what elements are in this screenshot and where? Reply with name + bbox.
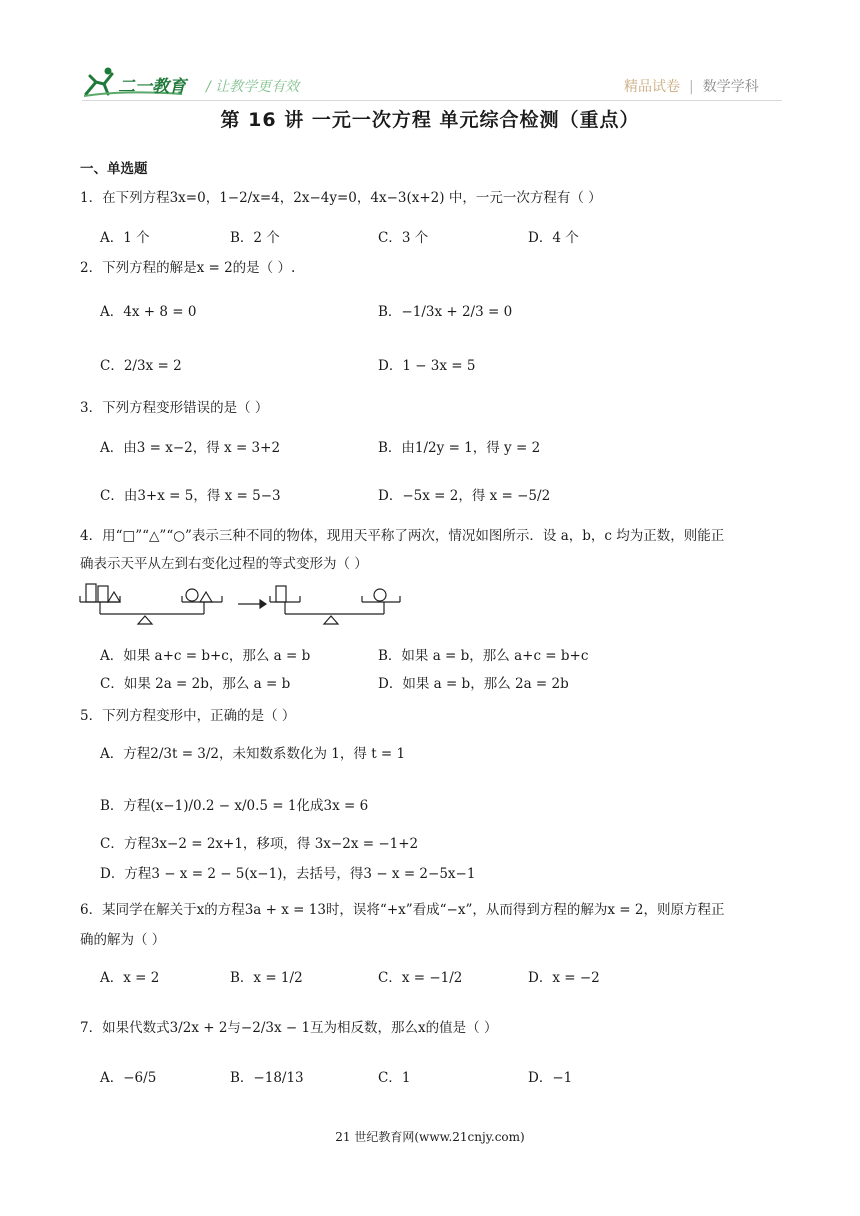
q5-option-a: A．方程2/3t = 3/2，未知数系数化为 1，得 t = 1 xyxy=(100,746,406,762)
q5-option-d: D．方程3 − x = 2 − 5(x−1)，去括号，得3 − x = 2−5x−1 xyxy=(100,866,476,882)
header-divider xyxy=(82,100,782,101)
section-heading: 一、单选题 xyxy=(80,161,148,177)
right-balance xyxy=(270,586,400,624)
q7-option-b: B．−18/13 xyxy=(230,1070,304,1086)
question-2-stem: 2．下列方程的解是x = 2的是（ ）. xyxy=(80,260,296,276)
question-1-stem: 1．在下列方程3x=0，1−2/x=4，2x−4y=0，4x−3(x+2) 中，一元一次方程有（ ） xyxy=(80,190,602,206)
q2-option-d: D．1 − 3x = 5 xyxy=(378,358,476,374)
q4-option-b: B．如果 a = b，那么 a+c = b+c xyxy=(378,648,589,664)
q3-option-c: C．由3+x = 5，得 x = 5−3 xyxy=(100,488,281,504)
q6-option-b: B．x = 1/2 xyxy=(230,970,303,986)
header-subject: 数学学科 xyxy=(702,79,759,95)
q1-option-b: B．2 个 xyxy=(230,230,280,246)
question-7-stem: 7．如果代数式3/2x + 2与−2/3x − 1互为相反数，那么x的值是（ ） xyxy=(80,1020,498,1036)
q2-option-c: C．2/3x = 2 xyxy=(100,358,182,374)
q7-option-d: D．−1 xyxy=(528,1070,573,1086)
q6-option-a: A．x = 2 xyxy=(100,970,160,986)
question-3-stem: 3．下列方程变形错误的是（ ） xyxy=(80,400,269,416)
logo-text: 二一教育 xyxy=(118,77,186,97)
header-right xyxy=(624,76,759,96)
page-footer: 21 世纪教育网(www.21cnjy.com) xyxy=(335,1130,525,1144)
q5-option-c: C．方程3x−2 = 2x+1，移项，得 3x−2x = −1+2 xyxy=(100,836,419,852)
q3-option-b: B．由1/2y = 1，得 y = 2 xyxy=(378,440,541,456)
q1-option-d: D．4 个 xyxy=(528,230,579,246)
q2-option-a: A．4x + 8 = 0 xyxy=(100,304,197,320)
q4-option-a: A．如果 a+c = b+c，那么 a = b xyxy=(100,648,311,664)
q4-option-d: D．如果 a = b，那么 2a = 2b xyxy=(378,676,569,692)
question-5-stem: 5．下列方程变形中，正确的是（ ） xyxy=(80,708,296,724)
left-balance xyxy=(80,584,222,624)
question-4-stem-line1: 4．用“□”“△”“○”表示三种不同的物体，现用天平称了两次，情况如图所示．设 a，b，c 均为正数，则能正 xyxy=(80,528,725,544)
q5-option-b: B．方程(x−1)/0.2 − x/0.5 = 1化成3x = 6 xyxy=(100,798,369,814)
q6-option-c: C．x = −1/2 xyxy=(378,970,463,986)
q6-option-d: D．x = −2 xyxy=(528,970,600,986)
arrow-right-icon xyxy=(238,600,266,608)
header-separator: | xyxy=(689,79,694,95)
q7-option-c: C．1 xyxy=(378,1070,411,1086)
q4-option-c: C．如果 2a = 2b，那么 a = b xyxy=(100,676,291,692)
q1-option-c: C．3 个 xyxy=(378,230,429,246)
q3-option-d: D．−5x = 2，得 x = −5/2 xyxy=(378,488,551,504)
q1-option-a: A．1 个 xyxy=(100,230,150,246)
q2-option-b: B．−1/3x + 2/3 = 0 xyxy=(378,304,513,320)
header-label: 精品试卷 xyxy=(624,79,680,95)
header-slogan: / 让教学更有效 xyxy=(206,79,300,95)
question-6-stem-line2: 确的解为（ ） xyxy=(80,932,166,948)
q7-option-a: A．−6/5 xyxy=(100,1070,157,1086)
page-title: 第 16 讲 一元一次方程 单元综合检测（重点） xyxy=(220,109,640,131)
question-6-stem-line1: 6．某同学在解关于x的方程3a + x = 13时，误将“+x”看成“−x”，从而得到方程的解为x = 2，则原方程正 xyxy=(80,902,725,918)
question-4-stem-line2: 确表示天平从左到右变化过程的等式变形为（ ） xyxy=(80,556,368,572)
balance-scale-figure xyxy=(74,580,414,632)
q3-option-a: A．由3 = x−2，得 x = 3+2 xyxy=(100,440,281,456)
